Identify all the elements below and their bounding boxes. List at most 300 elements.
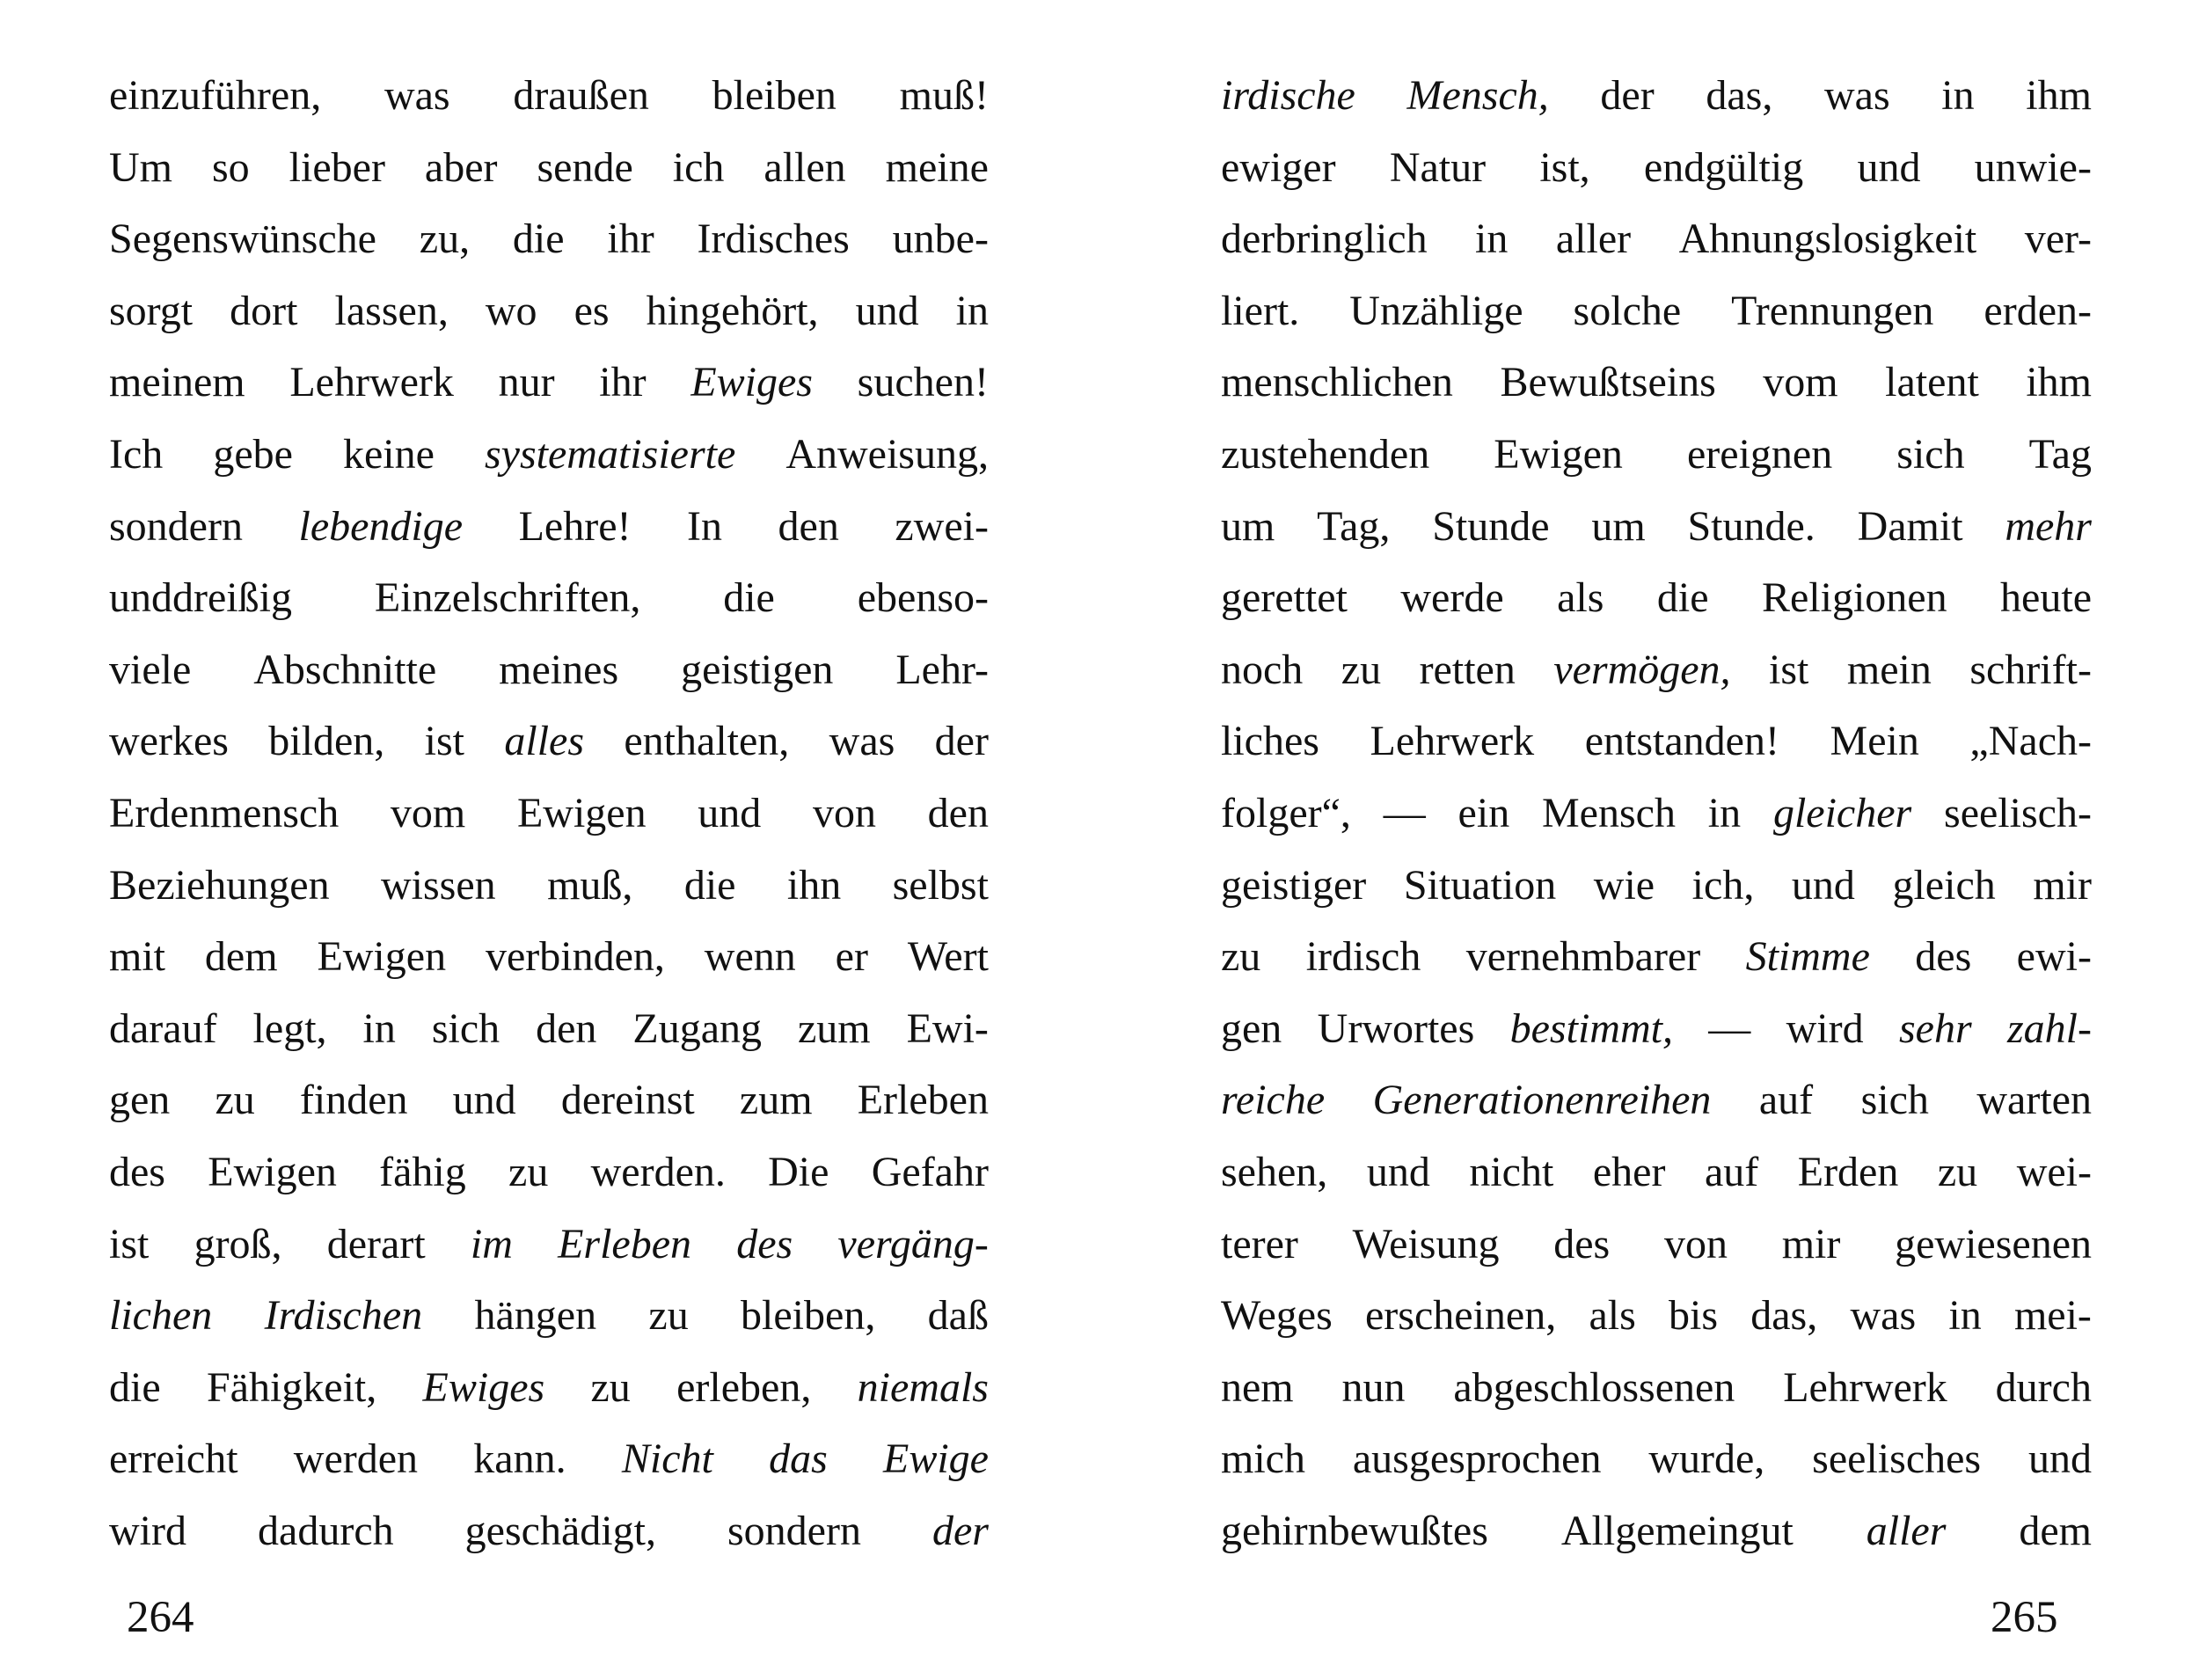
text-line bbox=[109, 1352, 989, 1424]
text-line bbox=[109, 491, 989, 563]
word: hängen bbox=[474, 1292, 597, 1340]
text-line bbox=[109, 275, 989, 347]
word: Stunde. bbox=[1687, 502, 1815, 550]
text-line bbox=[109, 1136, 989, 1209]
text-line bbox=[1221, 1280, 2092, 1352]
word: Wert bbox=[907, 933, 989, 981]
word: Ahnungslosigkeit bbox=[1678, 215, 1977, 263]
word: retten bbox=[1419, 646, 1516, 693]
word: Gefahr bbox=[871, 1148, 989, 1195]
word: bilden, bbox=[268, 718, 385, 765]
text-line bbox=[109, 1280, 989, 1352]
word: vernehmbarer bbox=[1465, 933, 1701, 981]
word: des bbox=[109, 1148, 165, 1195]
italic-word: im bbox=[470, 1220, 513, 1267]
text-line bbox=[109, 1064, 989, 1136]
word: dort bbox=[230, 287, 298, 334]
word: gen bbox=[1221, 1004, 1282, 1052]
word: und bbox=[452, 1077, 516, 1124]
word: wird bbox=[1786, 1004, 1864, 1052]
word: werkes bbox=[109, 718, 229, 765]
word: seelisches bbox=[1812, 1435, 1982, 1483]
left-page-text bbox=[109, 60, 989, 1567]
italic-word: lichen bbox=[109, 1292, 213, 1340]
word: Erleben bbox=[857, 1077, 989, 1124]
word: Segenswünsche bbox=[109, 215, 376, 263]
word: und bbox=[1857, 143, 1921, 191]
word: Ewi- bbox=[906, 1004, 989, 1052]
word: zu bbox=[648, 1292, 689, 1340]
word: Tag bbox=[2028, 430, 2092, 478]
text-line bbox=[1221, 634, 2092, 706]
word: gebe bbox=[213, 430, 293, 478]
italic-word: alles bbox=[504, 718, 585, 765]
word: Lehre! bbox=[518, 502, 632, 550]
word: sorgt bbox=[109, 287, 194, 334]
word: durch bbox=[1995, 1363, 2092, 1411]
italic-word: Irdischen bbox=[264, 1292, 423, 1340]
word: werden bbox=[293, 1435, 419, 1483]
italic-word: Erleben bbox=[558, 1220, 692, 1267]
word: in bbox=[1948, 1292, 1982, 1340]
italic-word: aller bbox=[1866, 1507, 1947, 1554]
word: wenn bbox=[704, 933, 796, 981]
italic-word: gleicher bbox=[1772, 789, 1912, 836]
italic-word: zahl- bbox=[2006, 1004, 2092, 1052]
text-line bbox=[1221, 60, 2092, 132]
word: Ewigen bbox=[516, 789, 647, 836]
word: gewiesenen bbox=[1895, 1220, 2092, 1267]
word: geistiger bbox=[1221, 861, 1367, 909]
word: werde bbox=[1400, 574, 1504, 622]
word: auf bbox=[1704, 1148, 1759, 1195]
word: bleiben, bbox=[741, 1292, 876, 1340]
text-line bbox=[109, 562, 989, 634]
word: zu bbox=[1937, 1148, 1978, 1195]
word: um bbox=[1591, 502, 1646, 550]
word: Ewigen bbox=[208, 1148, 337, 1195]
word: Ich bbox=[109, 430, 164, 478]
word: muß, bbox=[547, 861, 633, 909]
text-line bbox=[109, 203, 989, 275]
word: Mensch bbox=[1542, 789, 1676, 836]
word: groß, bbox=[194, 1220, 282, 1267]
word: in bbox=[1475, 215, 1509, 263]
italic-word: vergäng- bbox=[837, 1220, 989, 1267]
word: unwie- bbox=[1974, 143, 2092, 191]
word: Einzelschriften, bbox=[374, 574, 641, 622]
word: er bbox=[835, 933, 868, 981]
word: aber bbox=[424, 143, 498, 191]
word: zu, bbox=[419, 215, 471, 263]
word: — bbox=[1383, 789, 1426, 836]
italic-word: der bbox=[932, 1507, 989, 1554]
word: dereinst bbox=[560, 1077, 695, 1124]
word: darauf bbox=[109, 1004, 217, 1052]
word: keine bbox=[343, 430, 435, 478]
word: und bbox=[1791, 861, 1855, 909]
word: seelisch- bbox=[1944, 789, 2092, 836]
word: von bbox=[812, 789, 876, 836]
word: wei- bbox=[2016, 1148, 2092, 1195]
word: Natur bbox=[1389, 143, 1487, 191]
word: unbe- bbox=[892, 215, 989, 263]
word: menschlichen bbox=[1221, 359, 1453, 406]
word: und bbox=[698, 789, 762, 836]
text-line bbox=[109, 850, 989, 922]
word: was bbox=[1850, 1292, 1917, 1340]
text-line bbox=[109, 993, 989, 1065]
word: Lehrwerk bbox=[289, 359, 454, 406]
text-line bbox=[109, 778, 989, 850]
word: das, bbox=[1706, 72, 1773, 119]
word: zu bbox=[215, 1077, 255, 1124]
word: ereignen bbox=[1686, 430, 1833, 478]
word: warten bbox=[1976, 1077, 2092, 1124]
word: ich, bbox=[1691, 861, 1755, 909]
text-line bbox=[1221, 1423, 2092, 1495]
word: ihn bbox=[786, 861, 842, 909]
word: heute bbox=[2000, 574, 2092, 622]
text-line bbox=[109, 1495, 989, 1567]
word: was bbox=[1823, 72, 1890, 119]
word: legt, bbox=[252, 1004, 327, 1052]
italic-word: niemals bbox=[857, 1363, 989, 1411]
word: erden- bbox=[1983, 287, 2092, 334]
word: Tag, bbox=[1317, 502, 1391, 550]
text-line bbox=[1221, 921, 2092, 993]
text-line bbox=[1221, 203, 2092, 275]
text-line bbox=[1221, 993, 2092, 1065]
text-line bbox=[109, 921, 989, 993]
word: ihr bbox=[599, 359, 647, 406]
word: und bbox=[1366, 1148, 1430, 1195]
word: zu bbox=[590, 1363, 631, 1411]
word: Weges bbox=[1221, 1292, 1333, 1340]
word: meines bbox=[499, 646, 619, 693]
word: dem bbox=[2019, 1507, 2092, 1554]
word: nicht bbox=[1469, 1148, 1554, 1195]
word: abgeschlossenen bbox=[1453, 1363, 1735, 1411]
word: ein bbox=[1457, 789, 1510, 836]
word: sondern bbox=[109, 502, 243, 550]
italic-word: sehr bbox=[1898, 1004, 1972, 1052]
word: auf bbox=[1758, 1077, 1814, 1124]
word: Lehr- bbox=[895, 646, 989, 693]
word: Beziehungen bbox=[109, 861, 330, 909]
word: nun bbox=[1341, 1363, 1406, 1411]
word: der bbox=[1600, 72, 1655, 119]
word: in bbox=[1941, 72, 1975, 119]
word: sich bbox=[1860, 1077, 1929, 1124]
word: erscheinen, bbox=[1364, 1292, 1557, 1340]
text-line bbox=[109, 705, 989, 778]
word: sehen, bbox=[1221, 1148, 1328, 1195]
left-page-number: 264 bbox=[127, 1593, 194, 1642]
word: um bbox=[1221, 502, 1275, 550]
text-line bbox=[1221, 1495, 2092, 1567]
word: eher bbox=[1592, 1148, 1666, 1195]
word: als bbox=[1589, 1292, 1636, 1340]
text-line bbox=[1221, 850, 2092, 922]
italic-word: Ewige bbox=[883, 1435, 989, 1483]
word: hingehört, bbox=[646, 287, 819, 334]
word: zu bbox=[508, 1148, 549, 1195]
word: nur bbox=[498, 359, 555, 406]
word: vom bbox=[1763, 359, 1838, 406]
word: ihm bbox=[2026, 359, 2092, 406]
word: werden. bbox=[590, 1148, 726, 1195]
text-line bbox=[109, 1423, 989, 1495]
word: Erden bbox=[1797, 1148, 1899, 1195]
word: finden bbox=[299, 1077, 408, 1124]
word: Weisung bbox=[1352, 1220, 1500, 1267]
word: einzuführen, bbox=[109, 72, 322, 119]
word: Situation bbox=[1403, 861, 1557, 909]
word: sich bbox=[431, 1004, 500, 1052]
word: noch bbox=[1221, 646, 1304, 693]
word: In bbox=[687, 502, 722, 550]
text-line bbox=[1221, 419, 2092, 491]
word: zu bbox=[1341, 646, 1382, 693]
text-line bbox=[1221, 1064, 2092, 1136]
word: suchen! bbox=[857, 359, 989, 406]
word: bis bbox=[1669, 1292, 1719, 1340]
word: wo bbox=[485, 287, 537, 334]
italic-word: bestimmt, bbox=[1509, 1004, 1673, 1052]
italic-word: Generationenreihen bbox=[1372, 1077, 1712, 1124]
text-line bbox=[1221, 491, 2092, 563]
word: Unzählige bbox=[1349, 287, 1523, 334]
text-line bbox=[109, 60, 989, 132]
text-line bbox=[1221, 275, 2092, 347]
word: Fähigkeit, bbox=[206, 1363, 377, 1411]
word: Damit bbox=[1857, 502, 1963, 550]
word: die bbox=[512, 215, 565, 263]
word: liert. bbox=[1221, 287, 1300, 334]
word: des bbox=[1915, 933, 1972, 981]
word: den bbox=[927, 789, 989, 836]
text-line bbox=[109, 1209, 989, 1281]
italic-word: Ewiges bbox=[690, 359, 813, 406]
word: selbst bbox=[892, 861, 989, 909]
word: was bbox=[829, 718, 895, 765]
word: so bbox=[211, 143, 250, 191]
text-line bbox=[1221, 1136, 2092, 1209]
word: ihr bbox=[607, 215, 654, 263]
word: muß! bbox=[899, 72, 989, 119]
word: Zugang bbox=[632, 1004, 763, 1052]
word: dem bbox=[204, 933, 278, 981]
italic-word: lebendige bbox=[298, 502, 464, 550]
text-line bbox=[109, 347, 989, 419]
word: Irdisches bbox=[697, 215, 850, 263]
word: Abschnitte bbox=[253, 646, 437, 693]
word: Mein bbox=[1830, 718, 1919, 765]
word: als bbox=[1557, 574, 1604, 622]
text-line bbox=[1221, 1209, 2092, 1281]
text-line bbox=[1221, 778, 2092, 850]
word: den bbox=[778, 502, 839, 550]
word: schrift- bbox=[1969, 646, 2092, 693]
word: Stunde bbox=[1432, 502, 1550, 550]
word: endgültig bbox=[1643, 143, 1804, 191]
text-line bbox=[1221, 1352, 2092, 1424]
word: gehirnbewußtes bbox=[1221, 1507, 1488, 1554]
word: lieber bbox=[289, 143, 385, 191]
word: die bbox=[1656, 574, 1709, 622]
italic-word: mehr bbox=[2005, 502, 2092, 550]
word: Trennungen bbox=[1731, 287, 1934, 334]
word: ihm bbox=[2026, 72, 2092, 119]
text-line bbox=[109, 419, 989, 491]
word: Anweisung, bbox=[785, 430, 989, 478]
right-page-number: 265 bbox=[1991, 1593, 2058, 1642]
word: bleiben bbox=[712, 72, 836, 119]
word: erleben, bbox=[676, 1363, 812, 1411]
word: Um bbox=[109, 143, 172, 191]
text-line bbox=[109, 132, 989, 204]
italic-word: vermögen, bbox=[1553, 646, 1731, 693]
word: meinem bbox=[109, 359, 245, 406]
word: enthalten, bbox=[624, 718, 790, 765]
word: Lehrwerk bbox=[1370, 718, 1535, 765]
word: draußen bbox=[513, 72, 649, 119]
word: aller bbox=[1555, 215, 1632, 263]
word: mein bbox=[1846, 646, 1932, 693]
word: das, bbox=[1750, 1292, 1818, 1340]
word: folger“, bbox=[1221, 789, 1351, 836]
word: mit bbox=[109, 933, 166, 981]
word: was bbox=[384, 72, 450, 119]
word: gerettet bbox=[1221, 574, 1348, 622]
word: ebenso- bbox=[857, 574, 989, 622]
word: geschädigt, bbox=[464, 1507, 656, 1554]
word: gen bbox=[109, 1077, 171, 1124]
word: Bewußtseins bbox=[1500, 359, 1716, 406]
word: nem bbox=[1221, 1363, 1294, 1411]
word: allen bbox=[763, 143, 846, 191]
word: solche bbox=[1573, 287, 1682, 334]
word: Urwortes bbox=[1317, 1004, 1475, 1052]
word: die bbox=[683, 861, 736, 909]
italic-word: das bbox=[769, 1435, 828, 1483]
word: Erdenmensch bbox=[109, 789, 340, 836]
word: den bbox=[536, 1004, 597, 1052]
word: sondern bbox=[727, 1507, 861, 1554]
italic-word: Ewiges bbox=[422, 1363, 545, 1411]
word: geistigen bbox=[681, 646, 834, 693]
word: ist bbox=[109, 1220, 150, 1267]
word: zustehenden bbox=[1221, 430, 1430, 478]
word: ist bbox=[424, 718, 464, 765]
word: gleich bbox=[1892, 861, 1996, 909]
word: ausgesprochen bbox=[1352, 1435, 1602, 1483]
italic-word: Mensch, bbox=[1406, 72, 1549, 119]
word: sich bbox=[1896, 430, 1965, 478]
word: ist, bbox=[1539, 143, 1590, 191]
word: sende bbox=[537, 143, 633, 191]
word: vom bbox=[390, 789, 466, 836]
word: verbinden, bbox=[485, 933, 665, 981]
word: „Nach- bbox=[1969, 718, 2092, 765]
word: dadurch bbox=[258, 1507, 394, 1554]
word: und bbox=[855, 287, 919, 334]
word: mir bbox=[1781, 1220, 1841, 1267]
word: zum bbox=[739, 1077, 813, 1124]
word: Religionen bbox=[1761, 574, 1947, 622]
italic-word: reiche bbox=[1221, 1077, 1326, 1124]
word: wissen bbox=[380, 861, 496, 909]
word: meine bbox=[885, 143, 989, 191]
right-page-text bbox=[1221, 60, 2092, 1567]
word: viele bbox=[109, 646, 192, 693]
word: in bbox=[1707, 789, 1742, 836]
word: ewiger bbox=[1221, 143, 1336, 191]
word: die bbox=[109, 1363, 161, 1411]
word: mich bbox=[1221, 1435, 1305, 1483]
text-line bbox=[1221, 562, 2092, 634]
word: Allgemeingut bbox=[1560, 1507, 1794, 1554]
word: und bbox=[2028, 1435, 2092, 1483]
word: Ewigen bbox=[1494, 430, 1623, 478]
word: zum bbox=[797, 1004, 871, 1052]
word: daß bbox=[927, 1292, 989, 1340]
word: wird bbox=[109, 1507, 186, 1554]
word: derbringlich bbox=[1221, 215, 1428, 263]
word: ich bbox=[672, 143, 725, 191]
word: unddreißig bbox=[109, 574, 292, 622]
italic-word: Stimme bbox=[1745, 933, 1870, 981]
italic-word: systematisierte bbox=[485, 430, 736, 478]
word: wurde, bbox=[1648, 1435, 1765, 1483]
word: latent bbox=[1885, 359, 1979, 406]
word: zwei- bbox=[895, 502, 989, 550]
word: liches bbox=[1221, 718, 1319, 765]
word: derart bbox=[326, 1220, 426, 1267]
italic-word: Nicht bbox=[621, 1435, 713, 1483]
text-line bbox=[1221, 132, 2092, 204]
word: irdisch bbox=[1305, 933, 1421, 981]
italic-word: irdische bbox=[1221, 72, 1355, 119]
word: von bbox=[1663, 1220, 1728, 1267]
word: ewi- bbox=[2016, 933, 2092, 981]
word: kann. bbox=[473, 1435, 566, 1483]
italic-word: des bbox=[736, 1220, 793, 1267]
word: — bbox=[1708, 1004, 1751, 1052]
word: mir bbox=[2033, 861, 2092, 909]
text-line bbox=[1221, 705, 2092, 778]
word: die bbox=[723, 574, 775, 622]
word: entstanden! bbox=[1584, 718, 1779, 765]
word: lassen, bbox=[334, 287, 449, 334]
word: es bbox=[573, 287, 610, 334]
word: terer bbox=[1221, 1220, 1298, 1267]
word: erreicht bbox=[109, 1435, 238, 1483]
word: Die bbox=[768, 1148, 829, 1195]
word: wie bbox=[1593, 861, 1655, 909]
word: ist bbox=[1769, 646, 1809, 693]
word: in bbox=[362, 1004, 396, 1052]
word: der bbox=[934, 718, 989, 765]
word: des bbox=[1553, 1220, 1611, 1267]
text-line bbox=[1221, 347, 2092, 419]
word: Ewigen bbox=[317, 933, 447, 981]
word: ver- bbox=[2024, 215, 2092, 263]
word: Lehrwerk bbox=[1783, 1363, 1947, 1411]
word: mei- bbox=[2013, 1292, 2092, 1340]
word: in bbox=[955, 287, 989, 334]
